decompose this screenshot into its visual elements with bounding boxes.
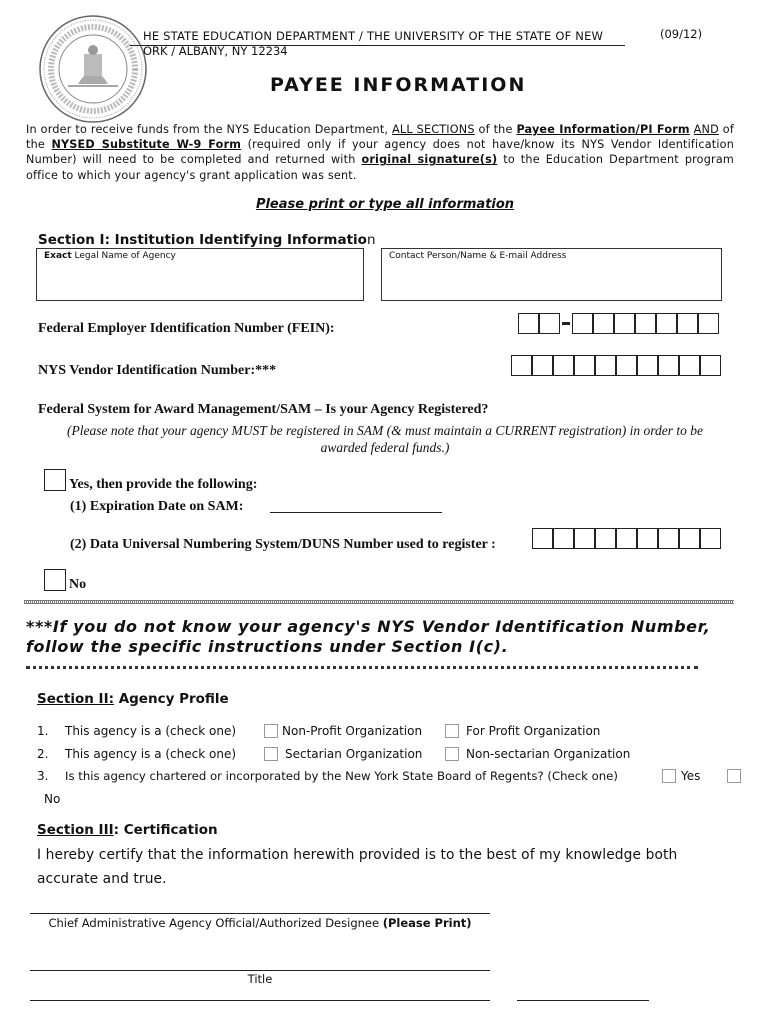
vendor-digit[interactable]: [658, 355, 679, 376]
nys-seal-icon: [38, 14, 148, 124]
sam-no-label: No: [69, 577, 87, 592]
form-date: (09/12): [660, 27, 703, 41]
contact-person-field[interactable]: [381, 248, 722, 301]
fein-label: Federal Employer Identification Number (FEIN):: [38, 321, 335, 336]
q2-number: 2.: [37, 747, 49, 761]
vendor-id-input[interactable]: [511, 355, 721, 376]
title-line[interactable]: [30, 970, 490, 971]
nonsectarian-checkbox[interactable]: [445, 747, 459, 761]
fein-dash: [560, 313, 572, 334]
vendor-id-label: NYS Vendor Identification Number:***: [38, 363, 277, 378]
section2-title: Section II: Agency Profile: [37, 691, 229, 707]
q3-number: 3.: [37, 769, 49, 783]
regents-yes-checkbox[interactable]: [662, 769, 676, 783]
forprofit-checkbox[interactable]: [445, 724, 459, 738]
nonprofit-label: Non-Profit Organization: [282, 724, 423, 738]
sam-question: Federal System for Award Management/SAM – Is your Agency Registered?: [38, 402, 489, 417]
regents-no-checkbox[interactable]: [727, 769, 741, 783]
regents-yes-label: Yes: [681, 769, 701, 783]
duns-digit[interactable]: [637, 528, 658, 549]
sam-note: (Please note that your agency MUST be registered in SAM (& must maintain a CURRENT registration) in order to be awarded federal funds.): [66, 423, 704, 455]
fein-input[interactable]: [518, 313, 719, 334]
vendor-digit[interactable]: [595, 355, 616, 376]
fein-digit[interactable]: [518, 313, 539, 334]
section3-title: Section III: Certification: [37, 822, 218, 838]
vendor-digit[interactable]: [553, 355, 574, 376]
regents-no-label: No: [44, 792, 61, 806]
sectarian-label: Sectarian Organization: [285, 747, 423, 761]
duns-digit[interactable]: [658, 528, 679, 549]
q1-text: This agency is a (check one): [65, 724, 237, 738]
fein-digit[interactable]: [635, 313, 656, 334]
q3-text: Is this agency chartered or incorporated by the New York State Board of Regents? (Check one): [65, 769, 618, 783]
vendor-id-note: ***If you do not know your agency's NYS Vendor Identification Number, follow the specific instructions under Section I(c).: [26, 617, 711, 656]
fein-digit[interactable]: [593, 313, 614, 334]
duns-label: (2) Data Universal Numbering System/DUNS Number used to register :: [70, 537, 496, 552]
nonsectarian-label: Non-sectarian Organization: [466, 747, 631, 761]
form-title: PAYEE INFORMATION: [270, 74, 527, 96]
vendor-digit[interactable]: [574, 355, 595, 376]
section1-title: Section I: Institution Identifying Information: [38, 232, 376, 248]
duns-digit[interactable]: [532, 528, 553, 549]
duns-digit[interactable]: [616, 528, 637, 549]
q1-number: 1.: [37, 724, 49, 738]
dotted-divider: [26, 666, 698, 669]
nonprofit-checkbox[interactable]: [264, 724, 278, 738]
sectarian-checkbox[interactable]: [264, 747, 278, 761]
section-divider: [24, 600, 734, 604]
date-line[interactable]: [517, 1000, 649, 1001]
duns-input[interactable]: [532, 528, 721, 549]
print-instruction: Please print or type all information: [255, 197, 515, 212]
legal-name-field[interactable]: [36, 248, 364, 301]
sam-no-checkbox[interactable]: [44, 569, 66, 591]
q2-text: This agency is a (check one): [65, 747, 237, 761]
vendor-digit[interactable]: [616, 355, 637, 376]
duns-digit[interactable]: [553, 528, 574, 549]
contact-person-label: Contact Person/Name & E-mail Address: [389, 251, 567, 261]
expiration-label: (1) Expiration Date on SAM:: [70, 499, 244, 514]
fein-digit[interactable]: [572, 313, 593, 334]
duns-digit[interactable]: [700, 528, 721, 549]
vendor-digit[interactable]: [700, 355, 721, 376]
expiration-date-field[interactable]: [270, 512, 442, 513]
official-name-label: Chief Administrative Agency Official/Authorized Designee (Please Print): [48, 916, 472, 930]
vendor-digit[interactable]: [511, 355, 532, 376]
fein-digit[interactable]: [656, 313, 677, 334]
forprofit-label: For Profit Organization: [466, 724, 601, 738]
vendor-digit[interactable]: [679, 355, 700, 376]
duns-digit[interactable]: [574, 528, 595, 549]
fein-digit[interactable]: [539, 313, 560, 334]
vendor-digit[interactable]: [532, 355, 553, 376]
certification-statement: I hereby certify that the information herewith provided is to the best of my knowledge both accurate and true.: [37, 847, 678, 887]
signature-line[interactable]: [30, 1000, 490, 1001]
official-name-line[interactable]: [30, 913, 490, 914]
legal-name-label: Exact Legal Name of Agency: [44, 251, 176, 261]
fein-digit[interactable]: [677, 313, 698, 334]
fein-digit[interactable]: [614, 313, 635, 334]
intro-paragraph: In order to receive funds from the NYS Education Department, ALL SECTIONS of the Payee Information/PI Form AND of the NYSED Substitute W-9 Form (required only if your agency does not have/know its NYS Vendor Identification Number) will need to be completed and returned with original signature(s) to the Education Department program office to which your agency's grant application was sent.: [26, 123, 734, 182]
fein-digit[interactable]: [698, 313, 719, 334]
title-label: Title: [247, 972, 273, 986]
vendor-digit[interactable]: [637, 355, 658, 376]
department-address: ORK / ALBANY, NY 12234: [143, 44, 288, 58]
duns-digit[interactable]: [679, 528, 700, 549]
duns-digit[interactable]: [595, 528, 616, 549]
sam-yes-label: Yes, then provide the following:: [69, 477, 258, 492]
department-name: HE STATE EDUCATION DEPARTMENT / THE UNIVERSITY OF THE STATE OF NEW: [143, 29, 604, 43]
sam-yes-checkbox[interactable]: [44, 469, 66, 491]
